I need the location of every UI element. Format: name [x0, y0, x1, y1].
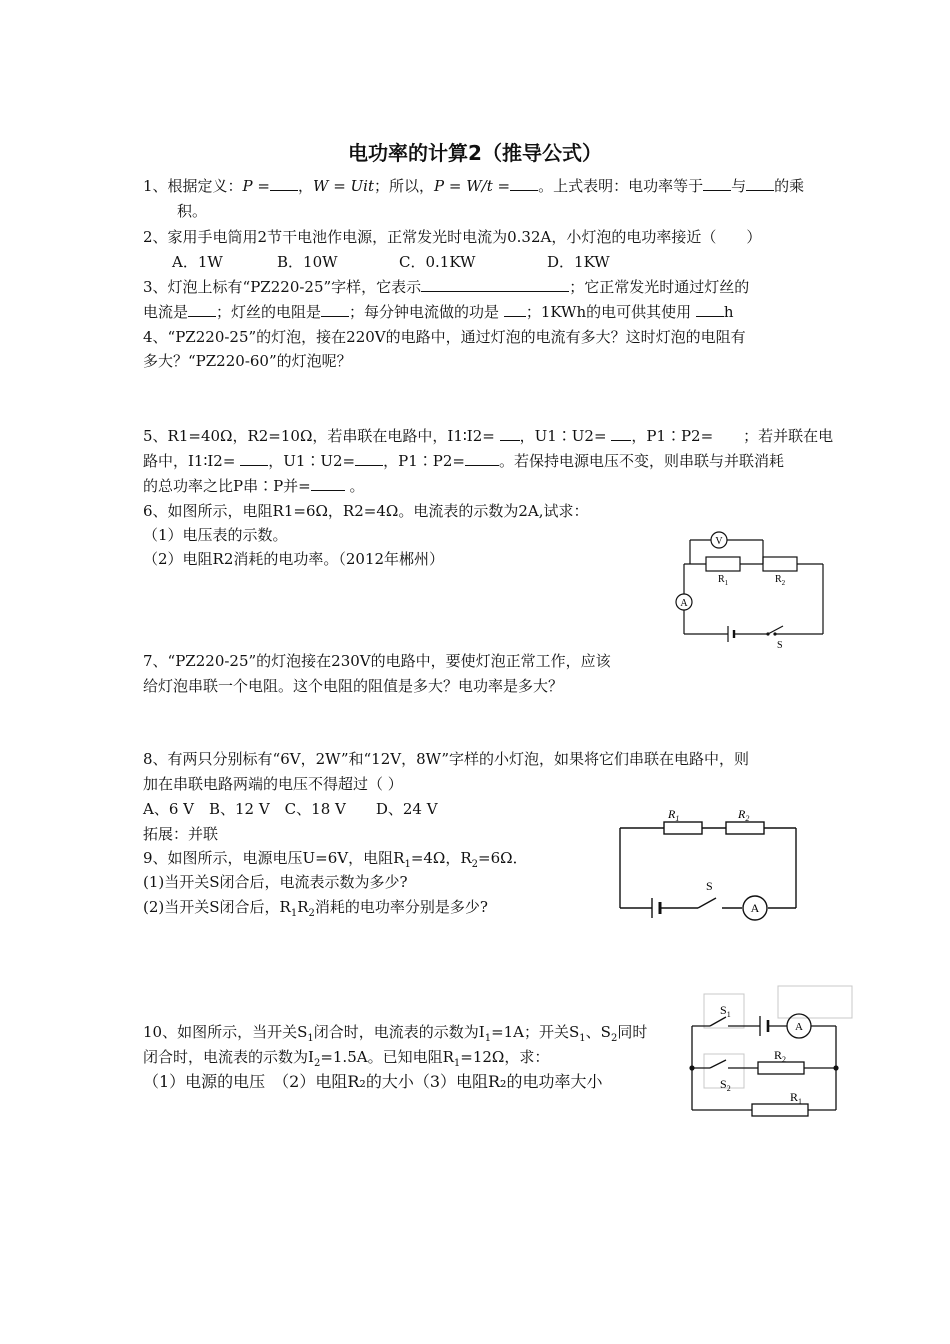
q3-blank-3[interactable] — [321, 302, 349, 317]
q6-circuit-diagram — [672, 522, 832, 651]
q8-line1: 8、有两只分别标有“6V，2W”和“12V，8W”字样的小灯泡，如果将它们串联在电路中，则 — [143, 750, 749, 768]
q9-resistor-r2 — [726, 822, 764, 834]
q3-line2: 电流是 ；灯丝的电阻是 ；每分钟电流做的功是 ；1KWh的电可供其使用 h — [143, 303, 734, 321]
q3-blank-5[interactable] — [696, 302, 724, 317]
q3-blank-4[interactable] — [504, 302, 526, 317]
q2-line1: 2、家用手电筒用2节干电池作电源，正常发光时电流为0.32A，小灯泡的电功率接近（ ） — [143, 228, 762, 246]
q10-line2: 闭合时，电流表的示数为$I_2=1.5A$。已知电阻$R_1=12\Omega$，求： — [143, 1048, 550, 1069]
q5-line2: 路中，I1∶I2= ，U1∶U2= ，P1∶P2= 。若保持电源电压不变，则串联与并联消耗 — [143, 452, 784, 470]
page-title: 电功率的计算2（推导公式） — [348, 141, 602, 165]
q2-option-a: A．1W — [172, 253, 223, 271]
q2-option-b: B．10W — [277, 253, 338, 271]
q6-line2: （1）电压表的示数。 — [143, 526, 288, 544]
q9-label-a: A — [750, 901, 760, 915]
q9-line2: (1)当开关S闭合后，电流表示数为多少? — [143, 873, 408, 891]
q6-label-r2: $R_2$ — [775, 574, 786, 587]
q9-line1: 9、如图所示，电源电压U=6V，电阻$R_1=4\Omega$，$R_2=6\Omega$． — [143, 849, 528, 870]
q6-label-s: S — [777, 640, 783, 651]
q9-switch — [698, 898, 716, 908]
q6-label-a: A — [680, 598, 688, 609]
q10-faint-box — [778, 986, 852, 1018]
q5-blank-2[interactable] — [611, 426, 631, 441]
q6-label-r1: $R_1$ — [718, 574, 729, 587]
q10-label-s2: $S_2$ — [720, 1077, 731, 1093]
q5-line1: 5、R1=40Ω，R2=10Ω，若串联在电路中，I1∶I2= ，U1∶U2= ，P1∶P2= ；若并联在电 — [143, 427, 834, 445]
q5-blank-4[interactable] — [355, 451, 383, 466]
q10-switch-s1 — [710, 1017, 726, 1026]
q2-option-c: C．0.1KW — [399, 253, 476, 271]
q6-label-v: V — [715, 536, 723, 547]
q8-extension: 拓展：并联 — [143, 825, 219, 843]
q4-line1: 4、“PZ220-25”的灯泡，接在220V的电路中，通过灯泡的电流有多大？这时灯泡的电阻有 — [143, 328, 746, 346]
q6-resistor-r1 — [706, 557, 740, 571]
q9-circuit-diagram — [612, 804, 804, 920]
q6-line1: 6、如图所示，电阻R1=6Ω，R2=4Ω。电流表的示数为2A,试求： — [143, 502, 589, 520]
q8-line2: 加在串联电路两端的电压不得超过（ ） — [143, 775, 403, 793]
q10-switch-s2 — [710, 1060, 726, 1068]
q9-label-r1: $R_1$ — [668, 807, 680, 823]
q1-line1: 1、根据定义：P = ，W = Uit；所以，P = W/t = 。上式表明：电功率等于 与 的乘 — [143, 177, 805, 195]
q7-line2: 给灯泡串联一个电阻。这个电阻的阻值是多大？电功率是多大？ — [143, 677, 564, 695]
q10-line3: （1）电源的电压 （2）电阻R₂的大小（3）电阻R₂的电功率大小 — [143, 1072, 603, 1091]
q10-label-r1: $R_1$ — [790, 1090, 803, 1106]
q3-blank-1[interactable] — [421, 277, 569, 292]
q5-blank-5[interactable] — [465, 451, 499, 466]
q1-blank-1[interactable] — [270, 176, 298, 191]
q10-circuit-diagram — [684, 984, 854, 1114]
q6-resistor-r2 — [763, 557, 797, 571]
q5-blank-6[interactable] — [311, 476, 345, 491]
q5-line3: 的总功率之比P串∶P并= 。 — [143, 477, 365, 495]
q9-label-r2: $R_2$ — [738, 807, 750, 823]
q9-line3: (2)当开关S闭合后，$R_1R_2$消耗的电功率分别是多少? — [143, 898, 488, 919]
q1-line2: 积。 — [177, 202, 208, 220]
q10-line1: 10、如图所示，当开关$S_1$闭合时，电流表的示数为$I_1=1A$；开关$S_1$、$S_2$同时 — [143, 1023, 648, 1044]
q10-label-r2: $R_2$ — [774, 1048, 787, 1064]
q3-line1: 3、灯泡上标有“PZ220-25”字样，它表示 ；它正常发光时通过灯丝的 — [143, 278, 750, 296]
q9-resistor-r1 — [664, 822, 702, 834]
q5-blank-1[interactable] — [500, 426, 520, 441]
q10-label-a: A — [795, 1021, 803, 1033]
q7-line1: 7、“PZ220-25”的灯泡接在230V的电路中，要使灯泡正常工作，应该 — [143, 652, 611, 670]
q1-blank-4[interactable] — [746, 176, 774, 191]
q6-line3: （2）电阻R2消耗的电功率。（2012年郴州） — [143, 550, 445, 568]
q10-label-s1: $S_1$ — [720, 1003, 731, 1019]
q9-label-s: S — [706, 879, 713, 893]
q5-blank-3[interactable] — [240, 451, 268, 466]
q4-line2: 多大？“PZ220-60”的灯泡呢？ — [143, 352, 352, 370]
q8-options: A、6 V B、12 V C、18 V D、24 V — [143, 800, 438, 818]
q1-blank-3[interactable] — [703, 176, 731, 191]
q2-option-d: D．1KW — [547, 253, 610, 271]
q3-blank-2[interactable] — [188, 302, 216, 317]
q1-blank-2[interactable] — [510, 176, 538, 191]
q10-resistor-r2 — [758, 1062, 804, 1074]
